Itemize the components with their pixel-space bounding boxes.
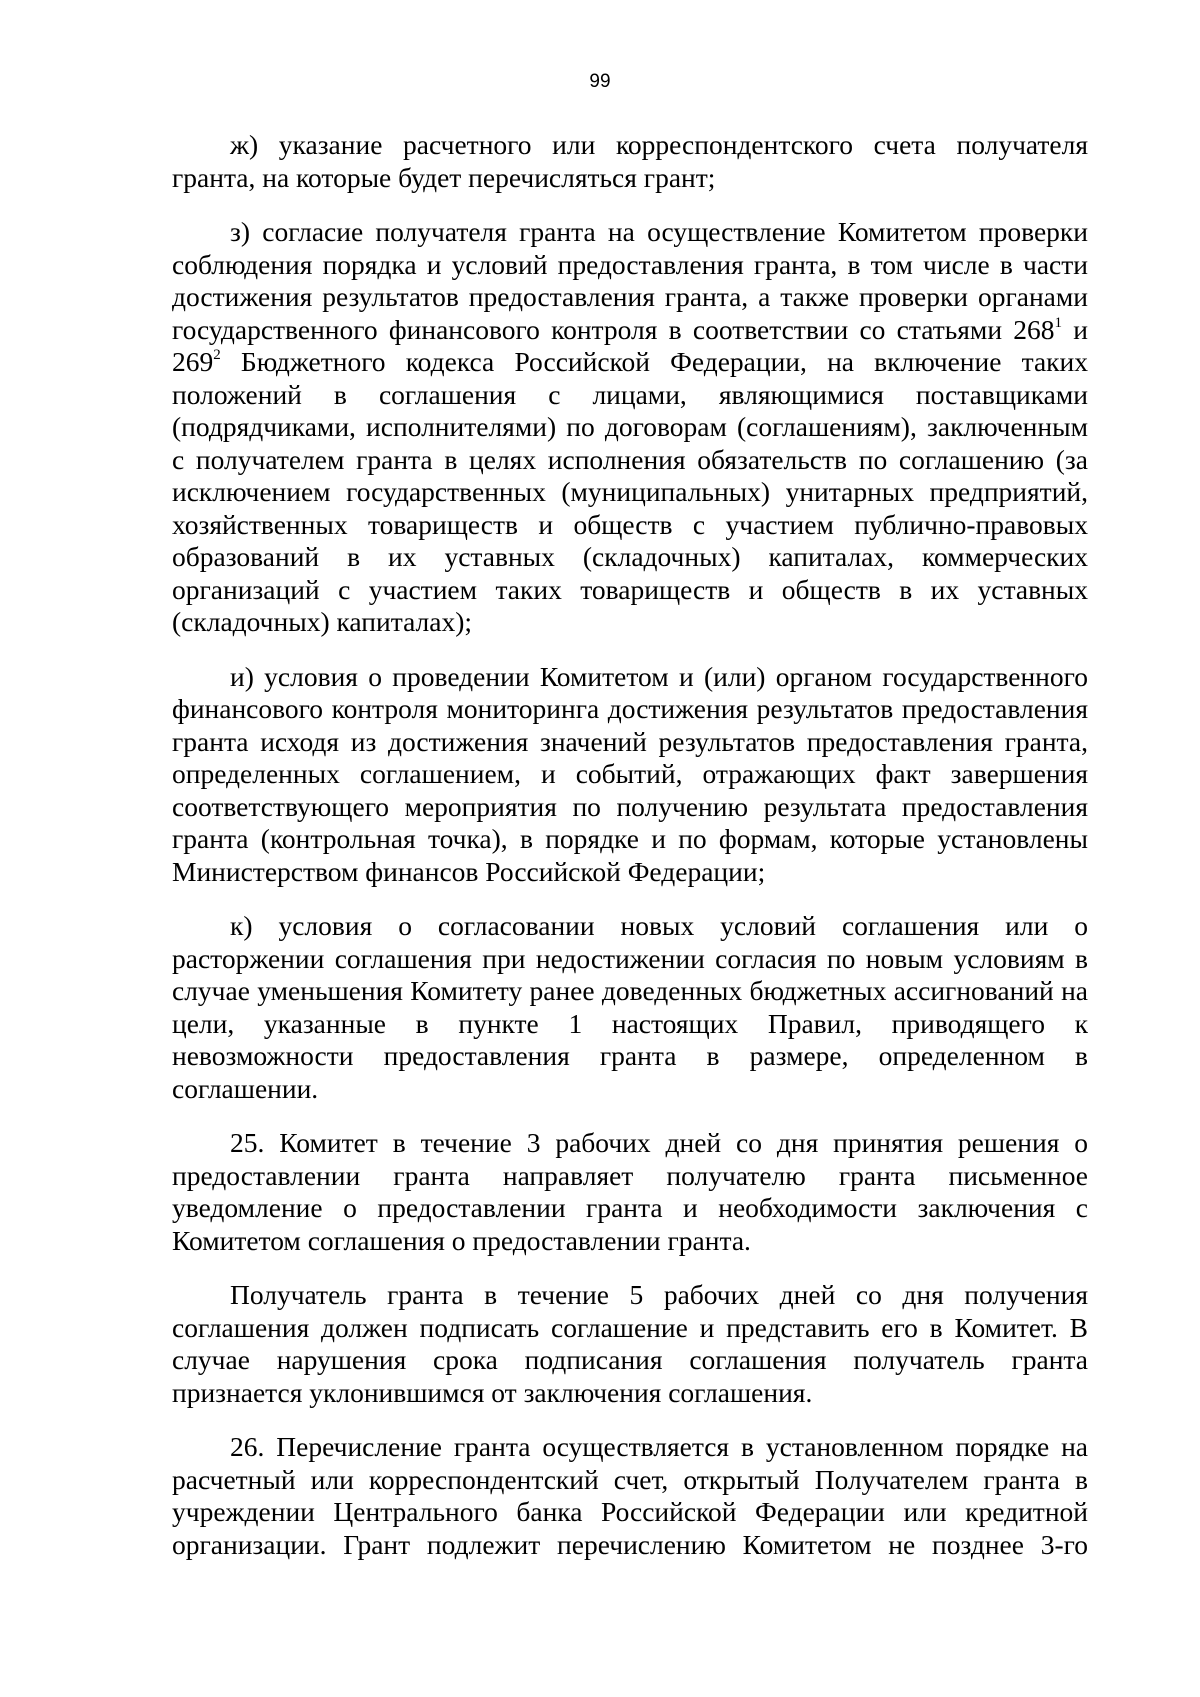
paragraph-z-text-1: з) согласие получателя гранта на осуществление Комитетом проверки соблюдения порядка и условий предоставления гранта, в том числе в части достижения результатов предоставления гранта, а также проверки органами государственного финансового контроля в соответствии со статьями 268 [172,216,1088,345]
paragraph-i: и) условия о проведении Комитетом и (или) органом государственного финансового контроля мониторинга достижения результатов предоставления гранта исходя из достижения значений результатов предоставления гранта, определенных соглашением, и событий, отражающих факт завершения соответствующего мероприятия по получению результата предоставления гранта (контрольная точка), в порядке и по формам, которые установлены Министерством финансов Российской Федерации; [172,660,1088,887]
paragraph-z-text-3: Бюджетного кодекса Российской Федерации, на включение таких положений в соглашения с лицами, являющимися поставщиками (подрядчиками, исполнителями) по договорам (соглашениям), заключенным с получателем гранта в целях исполнения обязательств по соглашению (за исключением государственных (муниципальных) унитарных предприятий, хозяйственных товариществ и обществ с участием публично-правовых образований в их уставных (складочных) капиталах, коммерческих организаций с участием таких товариществ и обществ в их уставных (складочных) капиталах); [172,346,1088,637]
page-number: 99 [589,71,611,92]
document-body [172,129,1088,1583]
paragraph-z [172,216,1088,639]
paragraph-zh: ж) указание расчетного или корреспондентского счета получателя гранта, на которые будет перечисляться грант; [172,129,1088,193]
paragraph-26: 26. Перечисление гранта осуществляется в установленном порядке на расчетный или корреспондентский счет, открытый Получателем гранта в учреждении Центрального банка Российской Федерации или кредитной организации. Грант подлежит перечислению Комитетом не позднее 3-го [172,1431,1088,1560]
paragraph-25: 25. Комитет в течение 3 рабочих дней со дня принятия решения о предоставлении гранта направляет получателю гранта письменное уведомление о предоставлении гранта и необходимости заключения с Комитетом соглашения о предоставлении гранта. [172,1127,1088,1256]
paragraph-k: к) условия о согласовании новых условий соглашения или о расторжении соглашения при недостижении согласия по новым условиям в случае уменьшения Комитету ранее доведенных бюджетных ассигнований на цели, указанные в пункте 1 настоящих Правил, приводящего к невозможности предоставления гранта в размере, определенном в соглашении. [172,910,1088,1104]
superscript-2: 2 [213,347,221,363]
superscript-1: 1 [1054,314,1063,331]
paragraph-z-text-2: и 269 [172,313,1088,377]
paragraph-25-continued: Получатель гранта в течение 5 рабочих дней со дня получения соглашения должен подписать соглашение и представить его в Комитет. В случае нарушения срока подписания соглашения получатель гранта признается уклонившимся от заключения соглашения. [172,1279,1088,1408]
